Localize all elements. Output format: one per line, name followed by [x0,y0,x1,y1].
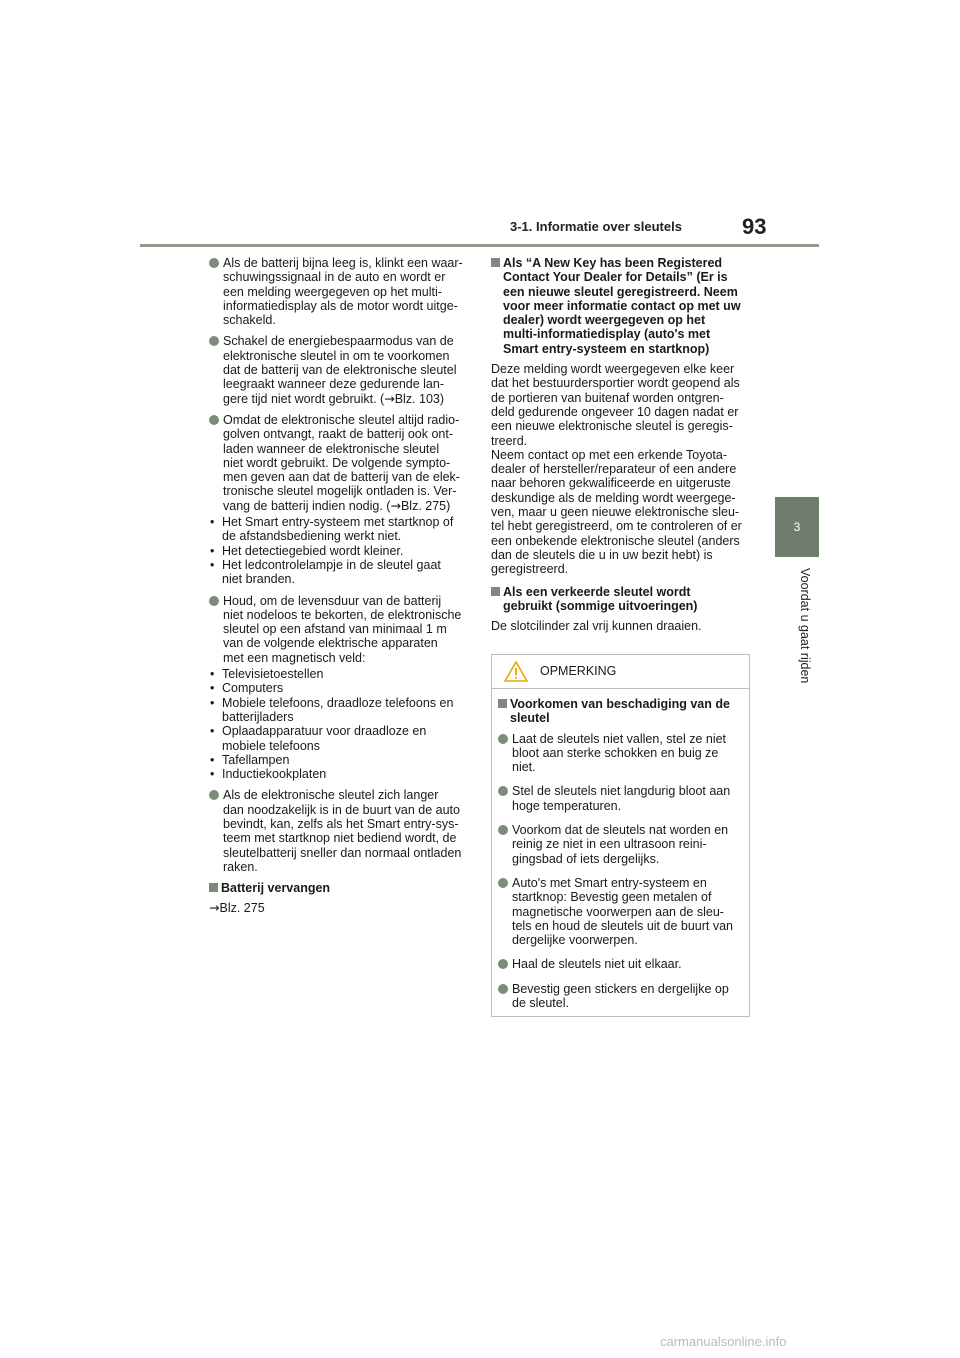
list-item: Omdat de elektronische sleutel altijd radio- golven ontvangt, raakt de batterij ook ont- laden wanneer de elektronische sleutel niet wordt gebruikt. De volgende sympto- men geven aan dat de batterij van de elek- tronische sleutel mogelijk ontladen is. Ver- vang de batterij indien nodig. (→Blz. 275) [209,413,471,513]
left-column [209,256,471,924]
list-item: Houd, om de levensduur van de batterij niet nodeloos te bekorten, de elektronische sleutel op een afstand van minimaal 1 m van de volgende elektrische apparaten met een magnetisch veld: [209,594,471,665]
chapter-tab[interactable] [775,497,819,557]
sub-list-item: • Oplaadapparatuur voor draadloze en mobiele telefoons [210,724,427,753]
list-item: Als de elektronische sleutel zich langer dan noodzakelijk is in de buurt van de auto bevindt, kan, zelfs als het Smart entry-sys- teem met startknop niet bediend wordt, de sleutelbatterij sneller dan normaal ontladen raken. [209,788,471,874]
section-title: 3-1. Informatie over sleutels [510,219,682,234]
bullet-dot-icon [209,336,219,346]
sub-list-item: • Het detectiegebied wordt kleiner. [210,543,404,558]
list-item: Voorkom dat de sleutels nat worden en reinig ze niet in een ultrasoon reini- gingsbad of iets dergelijks. [498,823,743,866]
sub-list-item: • Het Smart entry-systeem met startknop of de afstandsbediening werkt niet. [210,515,454,544]
notice-title: OPMERKING [540,664,617,678]
chapter-label: Voordat u gaat rijden [798,568,812,684]
bullet-dot-icon [498,984,508,994]
list-item: Auto's met Smart entry-systeem en startknop: Bevestig geen metalen of magnetische voorwerpen aan de sleu- tels en houd de sleutels uit de buurt van dergelijke voorwerpen. [498,876,743,947]
bullet-dot-icon [209,596,219,606]
bullet-dot-icon [498,959,508,969]
notice-box [491,654,750,1017]
bullet-dot-icon [498,786,508,796]
list-item: Haal de sleutels niet uit elkaar. [498,957,743,971]
page-reference-link[interactable]: Blz. 275 [219,901,265,916]
watermark: carmanualsonline.info [660,1334,787,1349]
bullet-dot-icon [498,825,508,835]
section-heading: Als een verkeerde sleutel wordt gebruikt (sommige uitvoeringen) [491,585,751,614]
square-bullet-icon [491,587,500,596]
section-heading: Als “A New Key has been Registered Contact Your Dealer for Details” (Er is een nieuwe sleutel geregistreerd. Neem voor meer informatie contact op met uw dealer) wordt weergegeven op het multi-informatiedisplay (auto's met Smart entry-systeem en startknop) [491,256,751,356]
sub-list [209,515,471,586]
notice-heading: Voorkomen van beschadiging van de sleutel [498,697,743,726]
sub-list-item: • Inductiekookplaten [210,767,327,782]
page-number: 93 [742,214,767,239]
arrow-icon: → [390,497,401,513]
warning-triangle-icon [504,661,528,682]
sub-list-item: • Het ledcontrolelampje in de sleutel gaat niet branden. [210,557,441,587]
chapter-number: 3 [793,520,801,534]
sub-list [209,667,471,781]
list-item: Schakel de energiebespaarmodus van de elektronische sleutel in om te voorkomen dat de batterij van de elektronische sleutel leegraakt wanneer deze gedurende lan- gere tijd niet wordt gebruikt. (→Blz. 103) [209,334,471,405]
section-heading: Batterij vervangen [209,881,471,895]
bullet-dot-icon [209,790,219,800]
sub-list-item: • Computers [210,681,284,696]
right-column [491,256,751,641]
bullet-dot-icon [209,258,219,268]
list-item: Als de batterij bijna leeg is, klinkt een waar- schuwingssignaal in de auto en wordt er een melding weergegeven op het multi- informatiedisplay als de motor wordt uitge- schakeld. [209,256,471,327]
list-item: Laat de sleutels niet vallen, stel ze niet bloot aan sterke schokken en buig ze niet. [498,732,743,775]
bullet-dot-icon [498,878,508,888]
list-item: Stel de sleutels niet langdurig bloot aan hoge temperaturen. [498,784,743,813]
sub-list-item: • Televisietoestellen [210,667,324,682]
arrow-icon: → [209,900,220,916]
sub-list-item: • Tafellampen [210,752,290,767]
arrow-icon: → [384,390,395,406]
sub-list-item: • Mobiele telefoons, draadloze telefoons en batterijladers [210,695,454,724]
bullet-dot-icon [498,734,508,744]
header-rule [140,244,819,247]
square-bullet-icon [491,258,500,267]
notice-header [492,655,749,689]
square-bullet-icon [209,883,218,892]
bullet-dot-icon [209,415,219,425]
list-item: Bevestig geen stickers en dergelijke op de sleutel. [498,982,743,1011]
page-reference-link[interactable]: Blz. 275) [400,498,451,513]
paragraph: De slotcilinder zal vrij kunnen draaien. [491,619,702,634]
page-reference-link[interactable]: Blz. 103) [394,391,445,406]
paragraph [209,901,471,915]
square-bullet-icon [498,699,507,708]
notice-body [492,689,749,1010]
paragraph: Deze melding wordt weergegeven elke keer dat het bestuurdersportier wordt geopend als de portieren van buitenaf worden ontgren- deld gedurende ongeveer 10 dagen nadat er een nieuwe elektronische sleutel is geregis- treerd. Neem contact op met een erkende Toyota- dealer of hersteller/reparateur of een andere naar behoren gekwalificeerde en uitgeruste deskundige als de melding wordt weergege- ven, maar u geen nieuwe elektronische sleu- tel hebt geregistreerd, om te controleren of er een onbekende elektronische sleutel (anders dan de sleutels die u in uw bezit hebt) is geregistreerd. [491,362,742,577]
